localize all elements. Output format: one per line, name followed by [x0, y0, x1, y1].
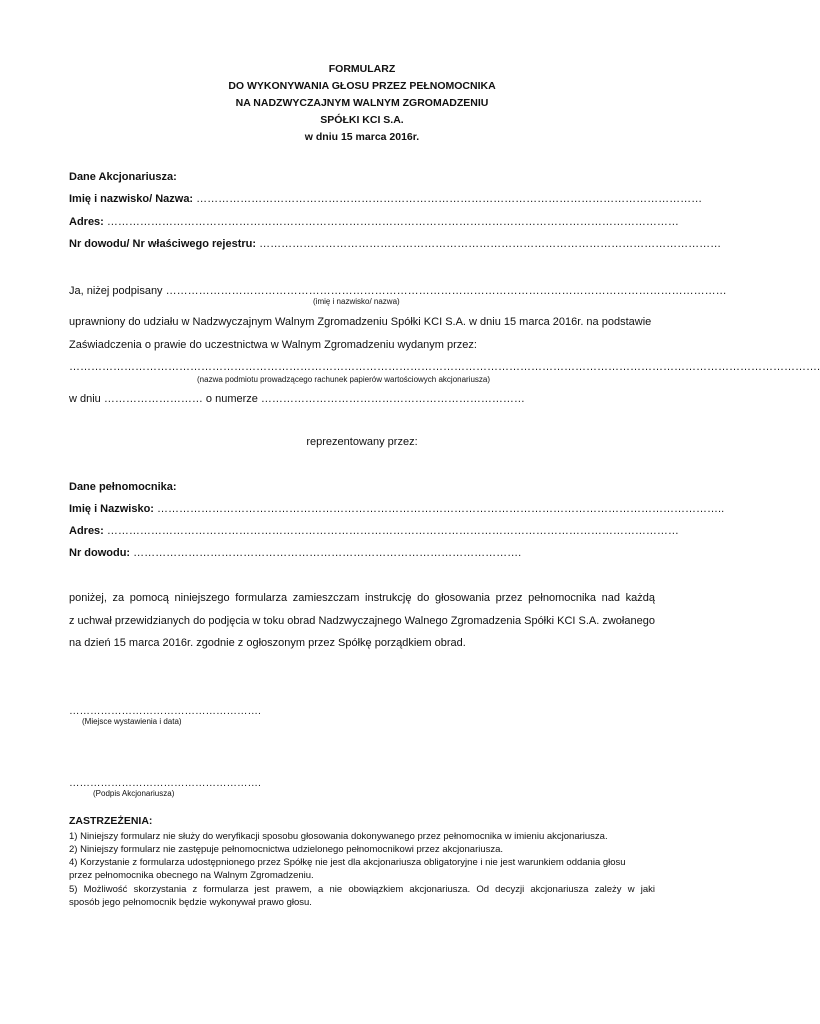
issuer-hint: (nazwa podmiotu prowadzącego rachunek papierów wartościowych akcjonariusza): [197, 375, 491, 384]
proxy-address-field[interactable]: …………………………………………………………………………………………………………………………………………: [106, 525, 679, 537]
reservation-item-5: 5) Możliwość skorzystania z formularza jest prawem, a nie obowiązkiem akcjonariusza. Od decyzji akcjonariusza zależy w jaki: [69, 884, 655, 895]
proxy-id-row: [69, 547, 522, 559]
proxy-name-label: Imię i Nazwisko:: [69, 503, 154, 515]
shareholder-name-label: Imię i nazwisko/ Nazwa:: [69, 193, 194, 205]
form-date: w dniu 15 marca 2016r.: [304, 131, 420, 143]
form-title: FORMULARZ: [328, 63, 396, 75]
proxy-id-field[interactable]: …………………………………………………………………………………………….: [133, 547, 522, 559]
shareholder-heading: Dane Akcjonariusza:: [69, 171, 177, 183]
shareholder-address-row: [69, 216, 679, 228]
signature-field[interactable]: ……………………………………………….: [69, 777, 261, 789]
place-date-hint: (Miejsce wystawienia i data): [82, 717, 182, 726]
instruction-line-2: z uchwał przewidzianych do podjęcia w toku obrad Nadzwyczajnego Walnego Zgromadzenia Spółki KCI S.A. zwołanego: [69, 615, 655, 627]
proxy-id-label: Nr dowodu:: [69, 547, 131, 559]
instruction-line-1: poniżej, za pomocą niniejszego formularza zamieszczam instrukcję do głosowania przez pełnomocnika nad każdą: [69, 592, 655, 604]
form-subtitle-2: NA NADZWYCZAJNYM WALNYM ZGROMADZENIU: [235, 97, 489, 109]
instruction-line-3: na dzień 15 marca 2016r. zgodnie z ogłoszonym przez Spółkę porządkiem obrad.: [69, 637, 466, 649]
form-company: SPÓŁKI KCI S.A.: [320, 114, 404, 126]
form-subtitle-1: DO WYKONYWANIA GŁOSU PRZEZ PEŁNOMOCNIKA: [228, 80, 496, 92]
reservation-item-4: 4) Korzystanie z formularza udostępnionego przez Spółkę nie jest dla akcjonariusza obligatoryjne i nie jest warunkiem oddania głosu: [69, 857, 626, 868]
shareholder-name-row: [69, 193, 703, 205]
issuer-field[interactable]: …………………………………………………………………………………………………………………………………………………………………………………….: [69, 361, 820, 373]
entitled-text: uprawniony do udziału w Nadzwyczajnym Walnym Zgromadzeniu Spółki KCI S.A. w dniu 15 marca 2016r. na podstawie: [69, 316, 652, 328]
shareholder-id-field[interactable]: ………………………………………………………………………………………………………………: [259, 238, 722, 250]
proxy-address-label: Adres:: [69, 525, 104, 537]
place-date-field[interactable]: ……………………………………………….: [69, 705, 261, 717]
reservation-item-1: 1) Niniejszy formularz nie służy do weryfikacji sposobu głosowania dokonywanego przez pełnomocnika w imieniu akcjonariusza.: [69, 831, 608, 842]
shareholder-id-label: Nr dowodu/ Nr właściwego rejestru:: [69, 238, 257, 250]
shareholder-address-field[interactable]: …………………………………………………………………………………………………………………………………………: [106, 216, 679, 228]
proxy-heading: Dane pełnomocnika:: [69, 481, 177, 493]
shareholder-name-field[interactable]: …………………………………………………………………………………………………………………………: [196, 193, 703, 205]
date-number-field[interactable]: w dniu ……………………… o numerze ………………………………………………………………: [69, 393, 525, 405]
reservation-item-5-cont: sposób jego pełnomocnik będzie wykonywał prawo głosu.: [69, 897, 312, 908]
represented-text: reprezentowany przez:: [306, 436, 418, 448]
undersigned-line[interactable]: Ja, niżej podpisany ………………………………………………………………………………………………………………………………………: [69, 285, 727, 297]
proxy-name-field[interactable]: ………………………………………………………………………………………………………………………………………..: [157, 503, 725, 515]
shareholder-address-label: Adres:: [69, 216, 104, 228]
reservations-heading: ZASTRZEŻENIA:: [69, 815, 153, 827]
reservation-item-4-cont: przez pełnomocnika obecnego na Walnym Zgromadzeniu.: [69, 870, 314, 881]
shareholder-id-row: [69, 238, 722, 250]
proxy-name-row: [69, 503, 725, 515]
signature-hint: (Podpis Akcjonariusza): [93, 789, 175, 798]
undersigned-hint: (imię i nazwisko/ nazwa): [313, 297, 400, 306]
proxy-address-row: [69, 525, 679, 537]
reservation-item-2: 2) Niniejszy formularz nie zastępuje pełnomocnictwa udzielonego pełnomocnikowi przez akcjonariusza.: [69, 844, 504, 855]
certificate-text: Zaświadczenia o prawie do uczestnictwa w Walnym Zgromadzeniu wydanym przez:: [69, 339, 477, 351]
